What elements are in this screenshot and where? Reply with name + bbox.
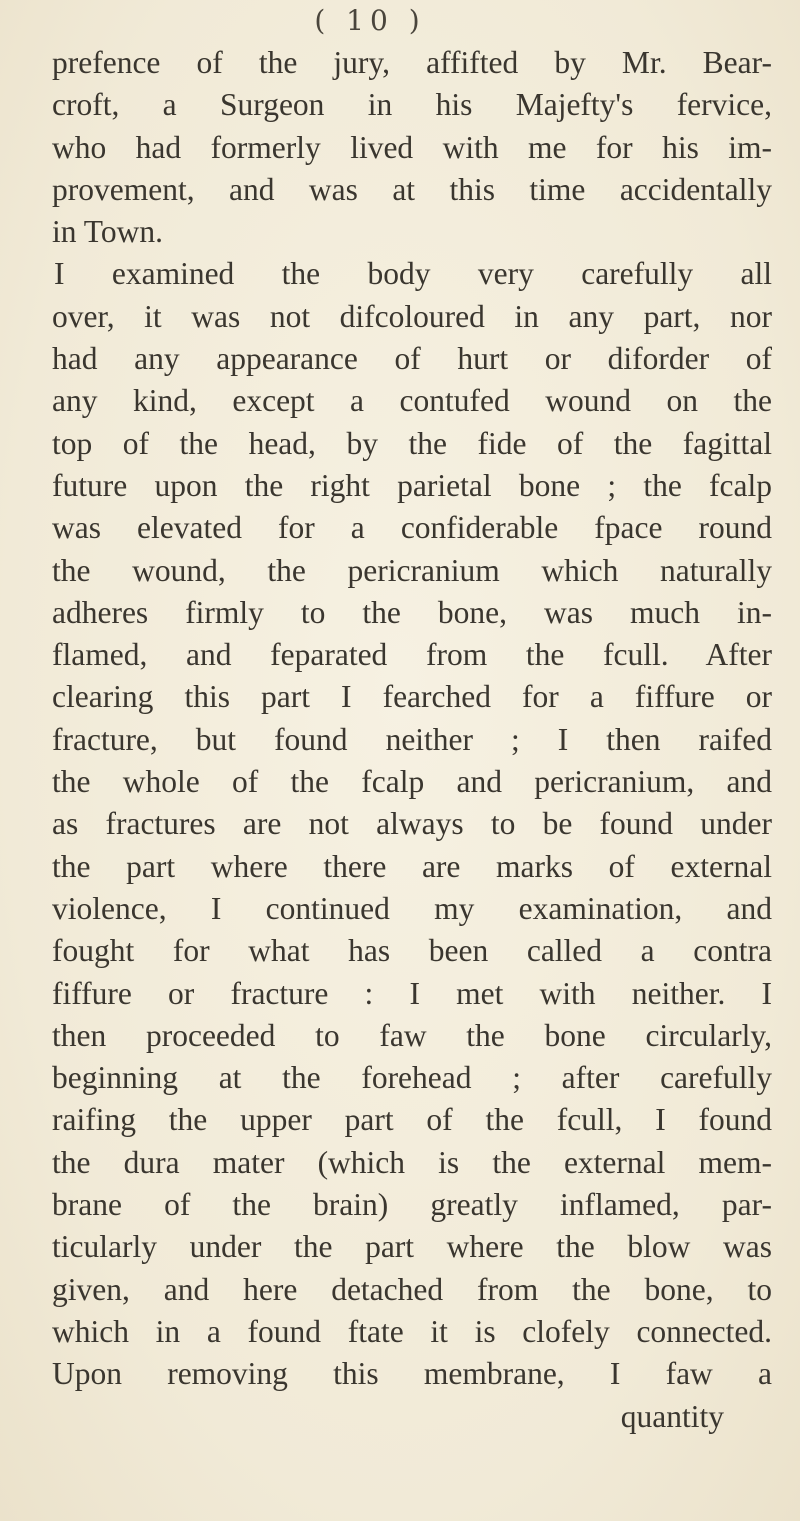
text-line: clearing this part I fearched for a fiffure or [52,679,772,715]
text-line: violence, I continued my examination, and [52,890,772,926]
text-line: any kind, except a contufed wound on the [52,383,772,419]
text-line: flamed, and feparated from the fcull. After [52,637,772,673]
text-line: who had formerly lived with me for his im- [52,129,772,165]
text-line: the wound, the pericranium which naturally [52,552,772,588]
page-number: ( 10 ) [314,4,426,37]
text-line: in Town. [52,214,163,250]
text-line: fought for what has been called a contra [52,933,772,969]
text-line: future upon the right parietal bone ; the fcalp [52,467,772,503]
text-line: was elevated for a confiderable fpace round [52,510,772,546]
text-line: as fractures are not always to be found under [52,806,772,842]
text-line: brane of the brain) greatly inflamed, par- [52,1187,772,1223]
text-line: over, it was not difcoloured in any part, nor [52,298,772,334]
text-line: the dura mater (which is the external mem- [52,1144,772,1180]
catchword: quantity [620,1398,724,1434]
body-text [52,42,772,1438]
text-line: had any appearance of hurt or diforder of [52,341,772,377]
text-line: top of the head, by the fide of the fagittal [52,425,772,461]
text-line: the whole of the fcalp and pericranium, and [52,764,772,800]
text-line: then proceeded to faw the bone circularly, [52,1017,772,1053]
text-line: Upon removing this membrane, I faw a [52,1356,772,1392]
text-line: fiffure or fracture : I met with neither. I [52,975,772,1011]
text-line: croft, a Surgeon in his Majefty's fervice, [52,87,772,123]
text-line: which in a found ftate it is clofely connected. [52,1313,772,1349]
text-line: raifing the upper part of the fcull, I found [52,1102,772,1138]
text-line: adheres firmly to the bone, was much in- [52,594,772,630]
text-line: I examined the body very carefully all [54,256,772,292]
text-line: beginning at the forehead ; after carefully [52,1060,772,1096]
text-line: given, and here detached from the bone, to [52,1271,772,1307]
text-line: the part where there are marks of external [52,848,772,884]
text-line: provement, and was at this time accidentally [52,171,772,207]
text-line: ticularly under the part where the blow was [52,1229,772,1265]
text-line: fracture, but found neither ; I then raifed [52,721,772,757]
text-line: prefence of the jury, affifted by Mr. Bear- [52,45,772,80]
